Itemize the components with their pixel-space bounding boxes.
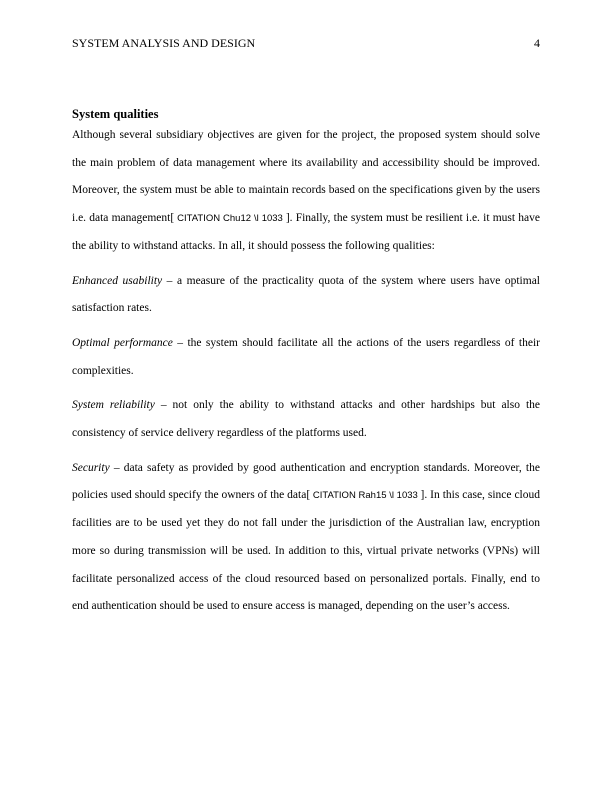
intro-text-after-citation: ]. Finally, the system must be resilient i.e. it must have the ability to withstand attacks. In all, it should possess the following qualities:	[72, 212, 540, 252]
document-body	[72, 107, 540, 621]
quality-term: Security	[72, 461, 110, 474]
quality-paragraph-performance	[72, 330, 540, 385]
security-text-before-citation: – data safety as provided by good authentication and encryption standards. Moreover, the policies used should specify the owners of the data[	[72, 461, 540, 502]
quality-paragraph-security	[72, 455, 540, 621]
section-heading: System qualities	[72, 107, 159, 121]
intro-paragraph	[72, 122, 540, 261]
citation-field: CITATION Chu12 \l 1033	[174, 213, 286, 225]
intro-text-before-citation: Although several subsidiary objectives are given for the project, the proposed system should solve the main problem of data management where its availability and accessibility should be improved. Moreover, the system must be able to maintain records based on the specifications given by the users i.e. data management[	[72, 129, 540, 225]
quality-term: Enhanced usability	[72, 274, 163, 287]
quality-description: – not only the ability to withstand attacks and other hardships but also the consistency of service delivery regardless of the platforms used.	[72, 399, 540, 440]
quality-description: – a measure of the practicality quota of the system where users have optimal satisfaction rates.	[72, 274, 540, 315]
page-number: 4	[534, 36, 540, 50]
quality-term: Optimal performance	[72, 336, 173, 349]
quality-paragraph-reliability	[72, 392, 540, 447]
citation-field: CITATION Rah15 \l 1033	[310, 490, 421, 502]
quality-paragraph-usability	[72, 268, 540, 323]
quality-description: – the system should facilitate all the actions of the users regardless of their complexities.	[72, 336, 540, 377]
running-title: SYSTEM ANALYSIS AND DESIGN	[72, 36, 256, 50]
quality-term: System reliability	[72, 399, 155, 412]
security-text-after-citation: ]. In this case, since cloud facilities are to be used yet they do not fall under the jurisdiction of the Australian law, encryption more so during transmission will be used. In addition to this, virtual private networks (VPNs) will facilitate personalized access of the cloud resourced based on personalized portals. Finally, end to end authentication should be used to ensure access is managed, depending on the user’s access.	[72, 489, 540, 613]
